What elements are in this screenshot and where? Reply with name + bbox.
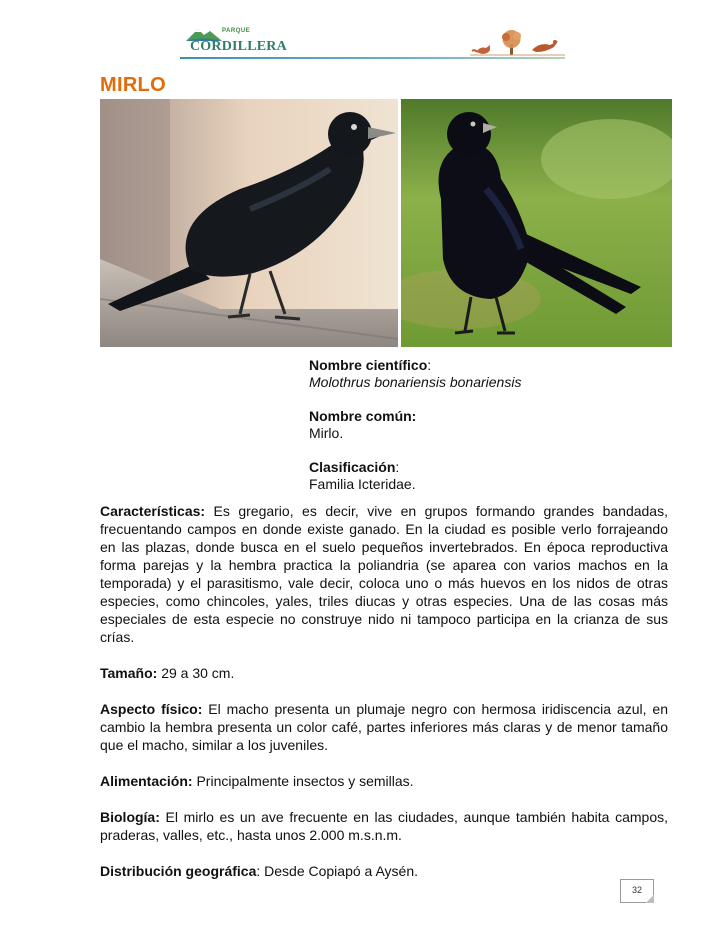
scientific-name-block <box>309 357 669 391</box>
classification-label-line: Clasificación: <box>309 459 400 475</box>
alimentacion-text: Principalmente insectos y semillas. <box>196 773 414 789</box>
classification-value: Familia Icteridae. <box>309 476 416 492</box>
mirlo-photo-left <box>100 99 398 347</box>
tamano-text: 29 a 30 cm. <box>161 665 235 681</box>
page-corner-fold-icon <box>646 895 654 903</box>
aspecto-paragraph <box>100 700 668 754</box>
biologia-label: Biología: <box>100 809 160 825</box>
common-name-value: Mirlo. <box>309 425 344 441</box>
distribucion-paragraph: Distribución geográfica: Desde Copiapó a Aysén. <box>100 863 418 879</box>
tamano-paragraph <box>100 664 668 682</box>
logo-big-text: CORDILLERA <box>190 39 287 54</box>
alimentacion-paragraph <box>100 772 668 790</box>
page-header <box>180 26 565 60</box>
classification-block <box>309 459 669 493</box>
alimentacion-label: Alimentación: <box>100 773 193 789</box>
page-number-text: 32 <box>631 885 642 895</box>
parque-cordillera-logo <box>184 26 287 58</box>
page-number <box>620 879 654 903</box>
common-name-block <box>309 408 669 442</box>
page-title: MIRLO <box>100 74 166 96</box>
scientific-name-label-line: Nombre científico: <box>309 357 432 373</box>
caracteristicas-text: Es gregario, es decir, vive en grupos formando grandes bandadas, frecuentando campos en donde existe ganado. En la ciudad es posible verlo forrajeando en las plazas, donde busca en el suelo pequeños invertebrados. En época reproductiva forma parejas y la hembra practica la poliandria (se aparea con varios machos en la temporada) y el parasitismo, vale decir, coloca uno o más huevos en los nidos de otras especies, como chincoles, yales, triles diucas y otras especies. Una de las cosas más especiales de esta especie no construye nido ni tampoco participa en la crianza de sus crías. <box>100 503 668 645</box>
tamano-label: Tamaño: <box>100 665 158 681</box>
species-description <box>100 502 668 898</box>
biologia-text: El mirlo es un ave frecuente en las ciudades, aunque también habita campos, praderas, valles, etc., hasta unos 2.000 m.s.n.m. <box>100 809 668 843</box>
header-divider <box>180 57 565 59</box>
scientific-name-value: Molothrus bonariensis bonariensis <box>309 374 522 390</box>
caracteristicas-label: Características: <box>100 503 206 519</box>
mirlo-grass-image <box>401 99 672 347</box>
biologia-paragraph <box>100 808 668 844</box>
aspecto-label: Aspecto físico: <box>100 701 203 717</box>
mirlo-photo-right <box>401 99 672 347</box>
logo-small-text: PARQUE <box>222 28 251 34</box>
classification-label: Clasificación <box>309 459 396 475</box>
bird-photos <box>100 99 672 347</box>
scientific-name-label: Nombre científico <box>309 357 428 373</box>
distribucion-label: Distribución geográfica <box>100 863 257 879</box>
species-meta <box>309 357 669 510</box>
aspecto-text: El macho presenta un plumaje negro con hermosa iridiscencia azul, en cambio la hembra presenta un color café, partes inferiores más claras y de menor tamaño que el macho, similar a los juveniles. <box>100 701 669 753</box>
fox-tree-bird-icon <box>470 28 565 58</box>
distribucion-text: Desde Copiapó a Aysén. <box>264 863 418 879</box>
common-name-label: Nombre común: <box>309 408 417 424</box>
caracteristicas-paragraph <box>100 502 668 646</box>
mirlo-perched-image <box>100 99 398 347</box>
